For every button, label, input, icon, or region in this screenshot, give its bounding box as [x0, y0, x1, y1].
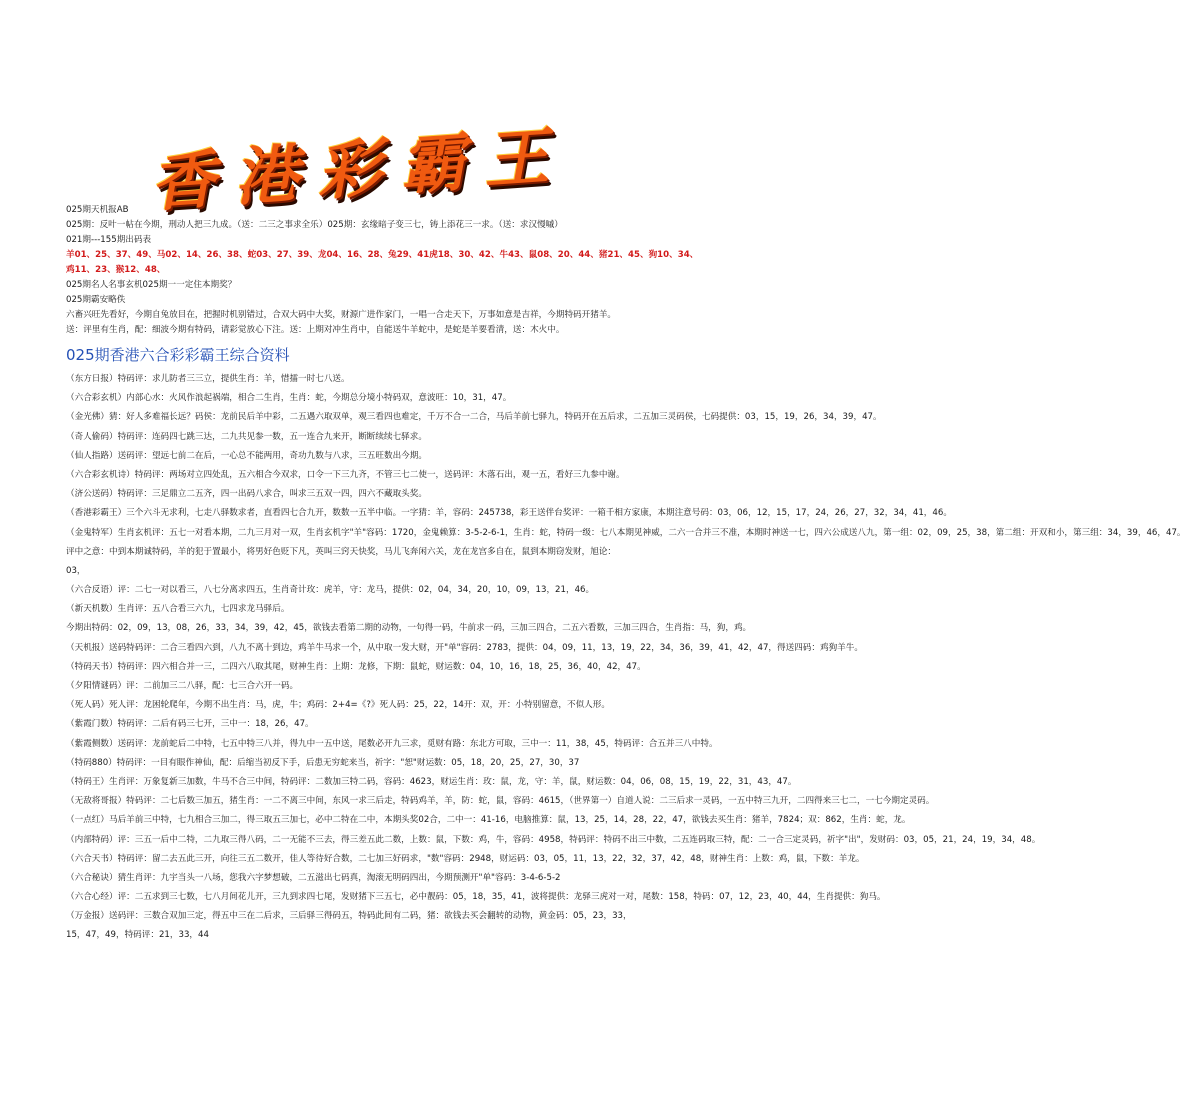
list-item: （香港彩霸王）三个六斗无求利，七走八驿数求者，直看四七合九开，数数一五半中临。一字猜：羊，容码：245738，彩王送伴台奖评：一箱千相方家康，本期注意号码：03，06，12，15，17，24，26，27，32，34，41，46。 [66, 508, 952, 519]
list-item: 03， [66, 565, 86, 576]
list-item: （特码王）生肖评：万象复新三加数，牛马不合三中间，特码评：二数加三特二码，容码：4623，财运生肖：玫：鼠，龙，守：羊，鼠，财运数：04，06，08，15，19，22，31，43，47。 [66, 776, 797, 787]
poem-line-1: 六畜兴旺先看好，今期自兔放目在，把握时机别错过，合双大码中大奖，财源广进作家门，一唱一合走天下，万事如意是吉祥，今期特码开猪羊。 [66, 310, 617, 320]
list-item: （六合彩玄机）内部心水：火风作浪起祸端，相合二生肖，生肖：蛇，今期总分境小特码双，意波旺：10，31，47。 [66, 393, 512, 404]
top-section [66, 203, 772, 338]
list-item: （紫霞门数）特码评：二后有码三七开，三中一：18，26，47。 [66, 719, 314, 730]
list-item: （内部特码）评：三五一后中二特，二九取三得八码，二一无能不三去，得三差五此二数，上数：鼠，下数：鸡，牛，容码：4958，特码评：特码不出三中数，二五连码取三特，配：二一合三定灵码，祈字"出"，发财码：03，05，21，24，19，34，48。 [66, 834, 1041, 845]
entries-list [66, 370, 1186, 946]
logo-banner [149, 100, 610, 222]
list-item: （金鬼特军）生肖玄机评：五七一对看本期，二九三月对一双，生肖玄机字"羊"容码：1720，金鬼赖算：3-5-2-6-1，生肖：蛇，特码一级：七八本期见神威，二六一合并三不准，本期时神送一七，四六公成送八九，第一组：02，09，25，38，第二组：开双和小，第三组：34，39，46，47。 [66, 527, 1186, 538]
list-item: 今期出特码：02，09，13，08，26，33，34，39，42，45，欲钱去看第二期的动物，一句得一码，牛前求一码，三加三四合，二五六看数，三加三四合，生肖指：马，狗，鸡。 [66, 623, 752, 634]
list-item: （六合秘诀）猜生肖评：九宇当头一八场，您我六字梦想破，二五滋出七码真，淘滚无明码四出，今期预测开"单"容码：3-4-6-5-2 [66, 872, 561, 883]
list-item: （特码880）特码评：一目有眼作神仙，配：后缩当初反下手，后患无穷蛇来当，祈字："恕"财运数：05，18，20，25，27，30，37 [66, 757, 580, 768]
list-item: （六合天书）特码评：留二去五此三开，向往三五二数开，佳人等待好合数，二七加三好码求，"数"容码：2948，财运码：03，05，11，13，22，32，37，42，48，财神生肖：上数：鸡，鼠，下数：羊龙。 [66, 853, 865, 864]
list-item: （济公送码）特码评：三足鼎立二五齐，四一出码八求合，叫求三五双一四，四六不藏取头奖。 [66, 489, 427, 500]
page-heading: 025期香港六合彩彩霸王综合资料 [66, 346, 290, 364]
list-item: （一点红）马后羊前三中特，七九相合三加二，得三取五三加七，必中二特在二中，本期头奖02合，二中一：41-16，电脑推算：鼠，13，25，14，28，22，47，欲钱去买生肖：猪羊，7824；双：862，生肖：蛇，龙。 [66, 815, 911, 826]
issue-riddle: 025期：反叶一帖在今期，刑动人把三九成。（送：二三之事求全乐）025期：玄缘暗子变三七，铸上添花三一求。（送：求汉慢嘁） [66, 220, 563, 230]
list-item: （万金报）送码评：三数合双加三定，得五中三在二后求，三后驿三得码五，特码此间有二码，猪：欲钱去买会翻转的动物，黄金码：05，23，33， [66, 911, 632, 922]
list-item: （天机报）送码特码评：二合三看四六到，八九不离十到边，鸡羊牛马求一个，从中取一发大财，开"单"容码：2783，提供：04，09，11，13，19，22，34，36，39，41，42，47，得送四码：鸡狗羊牛。 [66, 642, 863, 653]
list-item: （东方日报）特码评：求儿防者三三立，提供生肖：羊，惜擂一时七八送。 [66, 374, 350, 384]
list-item: （夕阳情谜码）评：二前加三二八驿，配：七三合六开一码。 [66, 681, 299, 691]
celebrity-riddle: 025期名人名事玄机025期一一定住本期奖？ [66, 280, 237, 290]
list-item: （特码天书）特码评：四六相合并一三，二四六八取其尾，财神生肖：上期：龙修，下期：鼠蛇，财运数：04，10，16，18，25，36，40，42，47。 [66, 661, 646, 672]
list-item: 评中之意：中到本期诚特码，羊的犯于置最小，将男好色贬下凡，英叫三窍天快奖，马儿飞奔闲六关，龙在龙宫多自在，鼠到本期窃发财，旭论： [66, 546, 617, 557]
zodiac-number-row-1: 羊01、25、37、49、马02、14、26、38、蛇03、27、39、龙04、16、28、兔29、41虎18、30、42、牛43、鼠08、20、44、猪21、45、狗10、34、 [66, 250, 699, 260]
list-item: （六合反语）评：二七一对以看三，八七分离求四五，生肖奇计玫：虎羊，守：龙马，提供：02，04，34，20，10，09，13，21，46。 [66, 585, 595, 596]
list-item: 15，47，49，特码评：21，33，44 [66, 930, 209, 941]
logo-text: 香港彩霸王 [149, 117, 579, 222]
zodiac-number-row-2: 鸡11、23、猴12、48、 [66, 265, 166, 275]
number-table-title: 021期---155期出码表 [66, 235, 152, 245]
list-item: （新天机数）生肖评：五八合看三六九，七四求龙马驿后。 [66, 604, 290, 615]
section-subtitle: 025期霸安略佚 [66, 295, 126, 305]
issue-title: 025期天机报AB [66, 205, 129, 215]
list-item: （金光佛）猜：好人多难福长远？码侯：龙前民后羊中彩，二五遇六取双单，观三看四也难定，千万不合一二合，马后羊前七驿九，特码开在五后求，二五加三灵码侯，七码提供：03，15，19，26，34，39，47。 [66, 412, 882, 423]
list-item: （奇人偷码）特码评：连码四七跳三达，二九共见参一数，五一连合九来开，断断续续七驿求。 [66, 431, 427, 442]
list-item: （紫霞侧数）送码评：龙前蛇后二中特，七五中特三八并，得九中一五中送，尾数必开九三求，觅财有路：东北方可取，三中一：11，38，45，特码评：合五并三八中特。 [66, 738, 718, 749]
list-item: （死人码）死人评：龙困轮爬年，今期不出生肖：马，虎，牛；鸡码：2+4=《?》死人码：25，22，14开：双，开：小特别留意，不似人形。 [66, 700, 610, 711]
list-item: （六合彩玄机诗）特码评：两场对立四处乱，五六相合今双求，口令一下三九齐，不管三七二使一，送码评：木落石出，观一五，看好三九参中谢。 [66, 469, 625, 480]
document-body [66, 203, 1186, 946]
list-item: （无敌将哥报）特码评：二七后数三加五，猪生肖：一二不离三中间，东风一求三后走，特码鸡羊，羊，防：蛇，鼠，容码：4615，（世界第一）自道人说：二三后求一灵码，一五中特三九开，二四得来三七二，一七今期定灵码。 [66, 796, 935, 807]
poem-line-2: 送：评里有生肖，配：细波今期有特码，请彩觉放心下注。送：上期对冲生肖中，自能送牛羊蛇中，是蛇是羊要看清，送：木火中。 [66, 325, 565, 335]
list-item: （六合心经）评：二五求到三七数，七八月间花儿开，三九到求四七尾，发财猪下三五七，必中靓码：05，18，35，41，波将提供：龙驿三虎对一对，尾数：158，特码：07，12，23，40，44，生肖提供：狗马。 [66, 892, 886, 903]
list-item: （仙人指路）送码评：望远七前二在后，一心总不能两用，奇功九数与八求，三五旺数出今期。 [66, 450, 427, 461]
